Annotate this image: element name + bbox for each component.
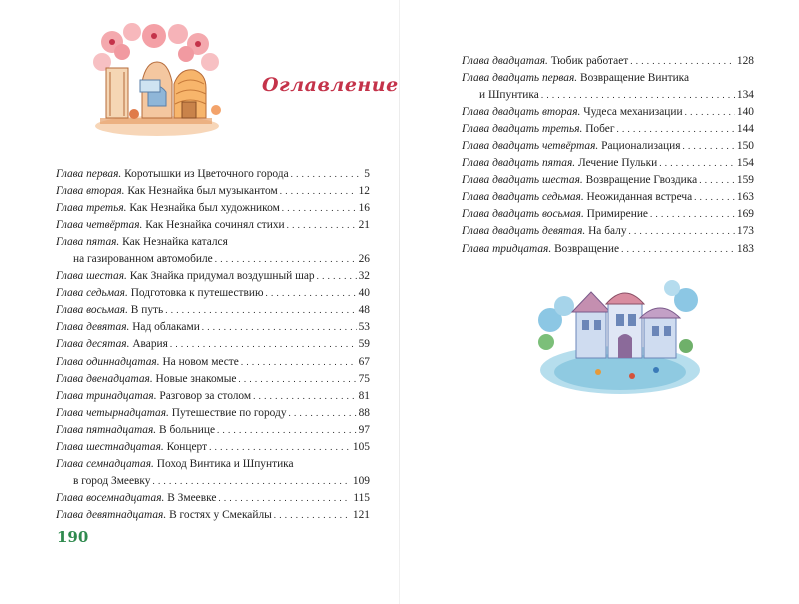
toc-entry-line: [462, 172, 754, 189]
dot-leader: [621, 241, 735, 258]
toc-entry-text: [56, 200, 280, 217]
chapter-page-number: 150: [736, 140, 754, 153]
toc-entry: [56, 200, 370, 217]
chapter-title: Рационализация: [601, 140, 681, 153]
chapter-title: Путешествие по городу: [171, 406, 287, 419]
toc-entry-line: [56, 388, 370, 405]
chapter-page-number: 21: [358, 219, 370, 232]
chapter-title: В Змеевке: [167, 491, 217, 504]
toc-entry: [462, 155, 754, 172]
toc-entry-text: [56, 456, 294, 473]
chapter-page-number: 12: [358, 185, 370, 198]
chapter-page-number: 81: [358, 389, 370, 402]
chapter-title: Как Незнайка сочинял стихи: [145, 219, 285, 232]
toc-entry-text: [56, 302, 163, 319]
toc-entry-text: [462, 241, 619, 258]
chapter-title: и Шпунтика: [479, 89, 539, 102]
chapter-number: Глава шестнадцатая.: [56, 440, 164, 453]
blue-town-illustration: [536, 280, 704, 398]
chapter-page-number: 59: [358, 338, 370, 351]
chapter-page-number: 16: [358, 202, 370, 215]
toc-entry-text: [462, 223, 627, 240]
toc-entry-line: [56, 371, 370, 388]
toc-entry-text: [462, 87, 539, 104]
chapter-number: Глава семнадцатая.: [56, 457, 154, 470]
toc-entry: [56, 371, 370, 388]
toc-entry-text: [56, 439, 207, 456]
chapter-page-number: 144: [736, 123, 754, 136]
chapter-title: Возвращение: [554, 242, 620, 255]
chapter-page-number: 159: [736, 174, 754, 187]
toc-entry-line: [56, 336, 370, 353]
chapter-page-number: 183: [736, 242, 754, 255]
chapter-number: Глава восемнадцатая.: [56, 491, 165, 504]
chapter-title: Неожиданная встреча: [586, 191, 693, 204]
page-number: 190: [57, 528, 89, 546]
chapter-number: Глава девятая.: [56, 321, 130, 334]
toc-entry: [56, 490, 370, 507]
chapter-number: Глава тринадцатая.: [56, 389, 157, 402]
chapter-title: В гостях у Смекайлы: [169, 508, 272, 521]
chapter-number: Глава третья.: [56, 202, 127, 215]
chapter-page-number: 169: [736, 208, 754, 221]
toc-entry-text: [56, 217, 285, 234]
toc-entry-text: [462, 70, 689, 87]
toc-entry-text: [462, 121, 615, 138]
chapter-page-number: 32: [358, 270, 370, 283]
toc-entry-line: [462, 121, 754, 138]
chapter-page-number: 48: [358, 304, 370, 317]
toc-entry-text: [56, 507, 272, 524]
toc-entry: [462, 70, 754, 104]
toc-entry-line: [462, 155, 754, 172]
toc-entry-line: [56, 354, 370, 371]
toc-entry-text: [56, 473, 151, 490]
dot-leader: [202, 319, 357, 336]
chapter-number: Глава двадцать девятая.: [462, 225, 586, 238]
toc-entry-line: [56, 200, 370, 217]
chapter-number: Глава двадцать шестая.: [462, 174, 583, 187]
toc-entry-line: [56, 422, 370, 439]
toc-entry-line: [56, 507, 370, 524]
dot-leader: [287, 217, 357, 234]
toc-entry-line: [462, 206, 754, 223]
toc-entry-text: [56, 285, 264, 302]
toc-entry-text: [56, 183, 278, 200]
dot-leader: [291, 166, 363, 183]
toc-entry-line: [56, 285, 370, 302]
toc-entry: [56, 285, 370, 302]
dot-leader: [682, 138, 734, 155]
toc-entry-line: [56, 217, 370, 234]
toc-entry-line: [462, 189, 754, 206]
chapter-page-number: 173: [736, 225, 754, 238]
toc-entry: [56, 354, 370, 371]
chapter-page-number: 140: [736, 106, 754, 119]
dot-leader: [685, 104, 735, 121]
chapter-title: Возвращение Винтика: [579, 72, 690, 85]
dot-leader: [617, 121, 735, 138]
chapter-title: Разговор за столом: [159, 389, 252, 402]
toc-entry: [56, 439, 370, 456]
dot-leader: [165, 302, 356, 319]
toc-entry-line: [462, 138, 754, 155]
toc-entry: [462, 53, 754, 70]
toc-entry-line: [462, 53, 754, 70]
toc-entry-text: [56, 268, 315, 285]
toc-entry-line: [56, 405, 370, 422]
dot-leader: [218, 490, 351, 507]
toc-list-right: [462, 53, 754, 258]
chapter-page-number: 88: [358, 406, 370, 419]
chapter-title: Коротышки из Цветочного города: [124, 168, 289, 180]
chapter-number: Глава четырнадцатая.: [56, 406, 169, 419]
toc-entry-line: [56, 319, 370, 336]
toc-entry: [462, 223, 754, 240]
chapter-number: Глава четвёртая.: [56, 219, 143, 232]
chapter-number: Глава двадцать восьмая.: [462, 208, 584, 221]
chapter-title: Как Незнайка был художником: [129, 202, 280, 215]
toc-entry: [56, 319, 370, 336]
toc-entry-text: [462, 155, 657, 172]
chapter-number: Глава седьмая.: [56, 287, 128, 300]
chapter-number: Глава восьмая.: [56, 304, 128, 317]
chapter-title: Как Незнайка катался: [122, 236, 228, 249]
chapter-title: Чудеса механизации: [583, 106, 683, 119]
toc-entry-text: [56, 354, 239, 371]
dot-leader: [282, 200, 357, 217]
chapter-number: Глава двадцать первая.: [462, 72, 578, 85]
toc-entry: [56, 268, 370, 285]
toc-entry: [462, 241, 754, 258]
chapter-title: Поход Винтика и Шпунтика: [156, 457, 294, 470]
chapter-page-number: 128: [736, 55, 754, 67]
chapter-number: Глава двадцать пятая.: [462, 157, 576, 170]
chapter-page-number: 134: [736, 89, 754, 102]
chapter-title: В путь: [130, 304, 164, 317]
chapter-number: Глава тридцатая.: [462, 242, 552, 255]
chapter-title: Новые знакомые: [155, 372, 237, 385]
dot-leader: [650, 206, 735, 223]
chapter-number: Глава двадцать седьмая.: [462, 191, 584, 204]
dot-leader: [541, 87, 735, 104]
toc-entry-line: [462, 87, 754, 104]
toc-entry: [462, 104, 754, 121]
toc-entry: [56, 388, 370, 405]
chapter-title: Лечение Пульки: [578, 157, 658, 170]
dot-leader: [217, 422, 357, 439]
dot-leader: [209, 439, 351, 456]
chapter-page-number: 109: [352, 474, 370, 487]
dot-leader: [241, 354, 357, 371]
dot-leader: [280, 183, 357, 200]
dot-leader: [694, 189, 735, 206]
chapter-number: Глава двадцать вторая.: [462, 106, 581, 119]
chapter-page-number: 26: [358, 253, 370, 266]
toc-entry-line: [56, 251, 370, 268]
chapter-title: Концерт: [166, 440, 208, 453]
chapter-title: На балу: [588, 225, 627, 238]
toc-entry: [462, 206, 754, 223]
toc-entry: [56, 234, 370, 268]
chapter-page-number: 121: [352, 508, 370, 521]
chapter-title: Подготовка к путешествию: [130, 287, 264, 300]
chapter-number: Глава пятая.: [56, 236, 120, 249]
chapter-title: на газированном автомобиле: [73, 253, 213, 266]
chapter-number: Глава двадцатая.: [462, 55, 548, 67]
chapter-number: Глава шестая.: [56, 270, 127, 283]
chapter-title: Примирение: [586, 208, 648, 221]
toc-entry: [462, 121, 754, 138]
chapter-title: Возвращение Гвоздика: [585, 174, 698, 187]
right-page: [400, 0, 799, 604]
toc-entry-text: [56, 490, 216, 507]
toc-entry-text: [56, 319, 200, 336]
chapter-number: Глава пятнадцатая.: [56, 423, 157, 436]
toc-entry-line: [462, 104, 754, 121]
toc-entry: [56, 166, 370, 183]
toc-entry-text: [56, 336, 168, 353]
chapter-page-number: 5: [364, 168, 370, 180]
chapter-page-number: 67: [358, 355, 370, 368]
chapter-title: Над облаками: [132, 321, 200, 334]
toc-entry-text: [462, 172, 697, 189]
chapter-number: Глава десятая.: [56, 338, 130, 351]
chapter-title: Побег: [585, 123, 615, 136]
dot-leader: [153, 473, 351, 490]
chapter-title: В больнице: [159, 423, 216, 436]
chapter-page-number: 97: [358, 423, 370, 436]
chapter-number: Глава одиннадцатая.: [56, 355, 160, 368]
toc-entry-text: [462, 53, 628, 70]
toc-entry-text: [462, 206, 648, 223]
dot-leader: [659, 155, 735, 172]
toc-entry-text: [56, 388, 251, 405]
chapter-title: На новом месте: [162, 355, 239, 368]
dot-leader: [170, 336, 357, 353]
chapter-number: Глава двенадцатая.: [56, 372, 153, 385]
chapter-number: Глава девятнадцатая.: [56, 508, 167, 521]
toc-entry: [462, 172, 754, 189]
toc-entry-line: [56, 183, 370, 200]
toc-entry-line: [462, 223, 754, 240]
toc-entry: [56, 183, 370, 200]
chapter-title: Как Знайка придумал воздушный шар: [129, 270, 315, 283]
chapter-title: в город Змеевку: [73, 474, 151, 487]
toc-entry-line: [56, 490, 370, 507]
toc-entry: [56, 336, 370, 353]
toc-entry-text: [56, 422, 215, 439]
toc-entry-line: [56, 166, 370, 183]
chapter-title: Как Незнайка был музыкантом: [127, 185, 278, 198]
dot-leader: [274, 507, 351, 524]
dot-leader: [266, 285, 357, 302]
toc-entry: [56, 405, 370, 422]
dot-leader: [317, 268, 357, 285]
chapter-number: Глава двадцать четвёртая.: [462, 140, 599, 153]
toc-entry: [56, 507, 370, 524]
toc-entry: [462, 189, 754, 206]
chapter-page-number: 163: [736, 191, 754, 204]
toc-entry-line: [56, 439, 370, 456]
chapter-page-number: 75: [358, 372, 370, 385]
chapter-title: Тюбик работает: [550, 55, 629, 67]
dot-leader: [699, 172, 735, 189]
chapter-number: Глава вторая.: [56, 185, 125, 198]
toc-entry-text: [56, 234, 228, 251]
chapter-title: Авария: [132, 338, 168, 351]
toc-entry-line: [56, 456, 370, 473]
toc-entry: [56, 302, 370, 319]
dot-leader: [215, 251, 357, 268]
dot-leader: [253, 388, 356, 405]
toc-entry-text: [462, 189, 692, 206]
flower-house-illustration: [82, 22, 232, 140]
chapter-page-number: 115: [353, 491, 370, 504]
toc-entry-text: [462, 104, 683, 121]
toc-entry: [56, 456, 370, 490]
dot-leader: [630, 53, 735, 70]
chapter-number: Глава первая.: [56, 168, 122, 180]
toc-entry: [462, 138, 754, 155]
toc-entry-text: [56, 166, 289, 183]
toc-entry-line: [462, 241, 754, 258]
toc-heading: Оглавление: [262, 74, 399, 96]
dot-leader: [238, 371, 356, 388]
chapter-page-number: 105: [352, 440, 370, 453]
dot-leader: [629, 223, 735, 240]
toc-entry: [56, 422, 370, 439]
toc-entry-line: [56, 473, 370, 490]
chapter-page-number: 40: [358, 287, 370, 300]
chapter-page-number: 154: [736, 157, 754, 170]
toc-entry-line: [462, 70, 754, 87]
toc-entry-line: [56, 234, 370, 251]
toc-entry-text: [56, 251, 213, 268]
toc-entry-text: [56, 371, 236, 388]
toc-entry-text: [56, 405, 287, 422]
toc-entry-line: [56, 302, 370, 319]
chapter-page-number: 53: [358, 321, 370, 334]
toc-entry: [56, 217, 370, 234]
toc-entry-text: [462, 138, 680, 155]
toc-entry-line: [56, 268, 370, 285]
chapter-number: Глава двадцать третья.: [462, 123, 583, 136]
dot-leader: [289, 405, 357, 422]
toc-list-left: [56, 166, 370, 524]
